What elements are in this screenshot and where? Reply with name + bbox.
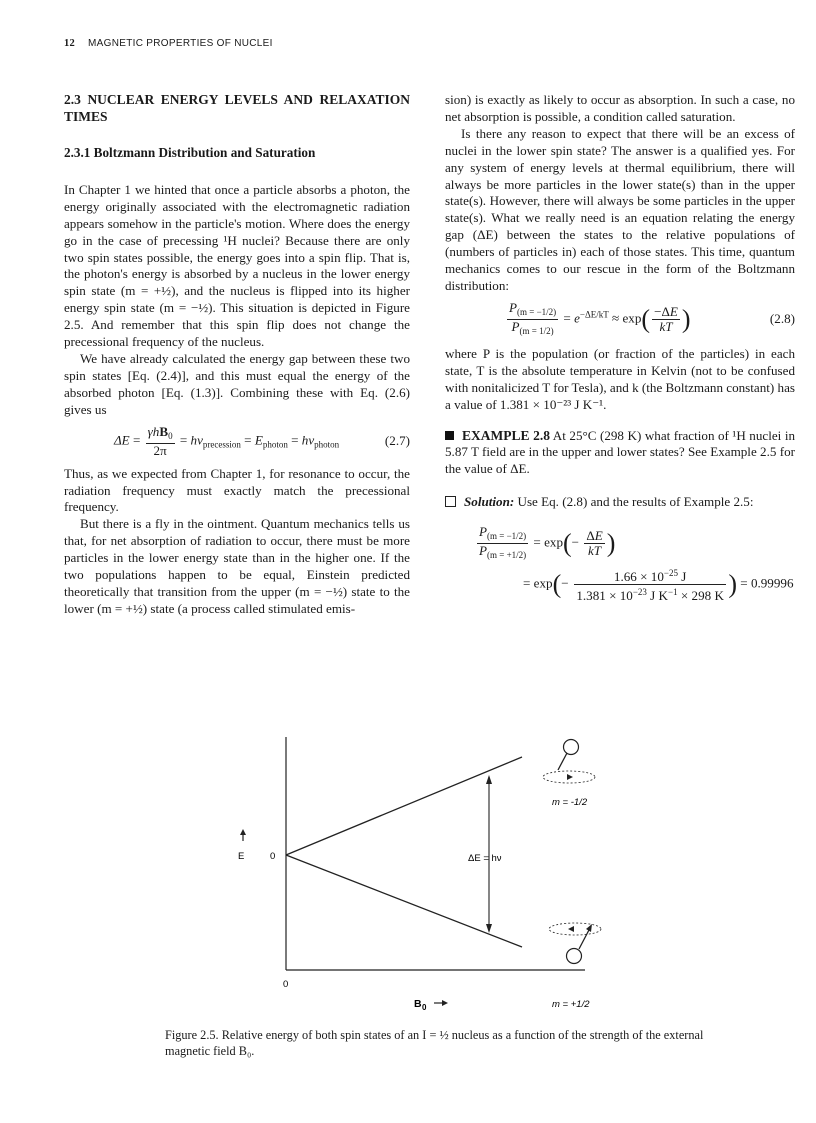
paragraph: where P is the population (or fraction of the particles) in each state, T is the absolute temperature in Kelvin (not to be confused with nonitalicized T for Tesla), and k (the Boltzmann constant) has a value of 1.381 × 10⁻²³ J K⁻¹.: [445, 345, 795, 412]
solution-equation: $\frac{P_{(m = -1/2)}}{P_{(m = +1/2)}}$ = exp(− $\frac{\Delta E}{kT}$ ) = exp(− $\frac{1.66 \times 10^{-25} J}{1.381 \times 10^{-23} J K^{-1} \times 298 K}$ ) = 0.99996: [479, 524, 794, 604]
spin-down-icon: [543, 740, 595, 784]
lower-state-label: m = +1/2: [552, 999, 590, 1010]
right-column: [445, 92, 795, 603]
equation-2-8: $\frac{P_{(m = -1/2)}}{P_{(m = 1/2)}}$ = $e^{-\Delta E/kT} \approx \exp$( $\frac{-\Delta E}{kT}$ ) (2.8): [509, 299, 795, 336]
equation-number: (2.8): [769, 310, 795, 326]
b-axis-label: B: [414, 998, 422, 1010]
e-zero-label: 0: [270, 851, 276, 862]
subsection-title: 2.3.1 Boltzmann Distribution and Saturation: [64, 145, 316, 160]
figure-2-5: [200, 735, 660, 1020]
solution-label: Solution:: [464, 494, 515, 510]
figure-caption: Figure 2.5. Relative energy of both spin states of an I = ½ nucleus as a function of the strength of the external magnetic field B₀.: [165, 1028, 704, 1058]
left-column: [64, 92, 410, 618]
solution-text: Use Eq. (2.8) and the results of Example 2.5:: [517, 494, 754, 510]
paragraph: Thus, as we expected from Chapter 1, for resonance to occur, the radiation frequency must exactly match the precessional frequency.: [64, 465, 410, 515]
equation-2-7: ΔE = $\frac{\gamma hB_0}{2\pi}$ = $h\nu_{precession} = E_{photon} = h\nu_{photon}$ (2.7): [114, 423, 410, 458]
page-number: 12: [64, 38, 76, 49]
section-title: 2.3 NUCLEAR ENERGY LEVELS AND RELAXATION TIMES: [64, 92, 410, 124]
open-square-icon: [445, 496, 456, 507]
spin-up-icon: [549, 923, 601, 964]
b-axis-sub: 0: [422, 1003, 427, 1012]
b-zero-label: 0: [283, 979, 289, 990]
running-title: MAGNETIC PROPERTIES OF NUCLEI: [88, 38, 273, 49]
lower-energy-line: [286, 855, 522, 947]
example-2-8: [445, 428, 795, 479]
equation-number: (2.7): [384, 432, 410, 448]
paragraph: But there is a fly in the ointment. Quantum mechanics tells us that, for net absorption of radiation to occur, there must be more particles in the lower energy state than in the higher one. If the two populations happen to be equal, Einstein predicted theoretically that transition from the upper (m = −½) state to the lower (m = +½) state (a process called stimulated emis-: [64, 516, 410, 616]
paragraph: We have already calculated the energy gap between these two spin states [Eq. (2.4)], and this must equal the energy of the absorbed photon [Eq. (1.3)]. Combining these with Eq. (2.6) gives us: [64, 350, 410, 417]
result-value: = 0.99996: [740, 575, 794, 591]
bullet-square-icon: [445, 431, 454, 440]
paragraph: sion) is exactly as likely to occur as absorption. In such a case, no net absorption is possible, a condition called saturation.: [445, 92, 795, 124]
upper-energy-line: [286, 757, 522, 855]
e-axis-label: E: [238, 851, 245, 862]
example-title: EXAMPLE 2.8: [462, 427, 550, 443]
paragraph: In Chapter 1 we hinted that once a particle absorbs a photon, the energy originally associated with the electromagnetic radiation appears somehow in the particle's motion. Where does the energy go in the case of precessing ¹H nuclei? Because there are only two spin states possible, the energy goes into a spin flip. That is, the photon's energy is absorbed by a nucleus in the lower energy spin state (m = +½), and the nucleus is flipped into its higher energy spin state (m = −½). This situation is depicted in Figure 2.5. And remember that this spin flip does not change the precessional frequency of the nucleus.: [64, 181, 410, 350]
solution: [445, 494, 795, 511]
gap-label: ΔE = hν: [468, 853, 502, 864]
paragraph: Is there any reason to expect that there will be an excess of nuclei in the lower spin state? The answer is a qualified yes. For any system of energy levels at thermal equilibrium, there will always be more particles in the lower state(s) than in the upper state(s). However, there will always be some particles in the upper state(s). What we really need is an equation relating the energy gap (ΔE) between the states to the relative populations of (numbers of particles in) each of those states. This time, quantum mechanics comes to our rescue in the form of the Boltzmann distribution:: [445, 125, 795, 293]
example-text: At 25°C (298 K) what fraction of ¹H nuclei in 5.87 T field are in the upper and lower states? See Example 2.5 for the value of ΔE.: [445, 427, 795, 477]
running-header: [64, 38, 273, 49]
upper-state-label: m = -1/2: [552, 797, 588, 808]
